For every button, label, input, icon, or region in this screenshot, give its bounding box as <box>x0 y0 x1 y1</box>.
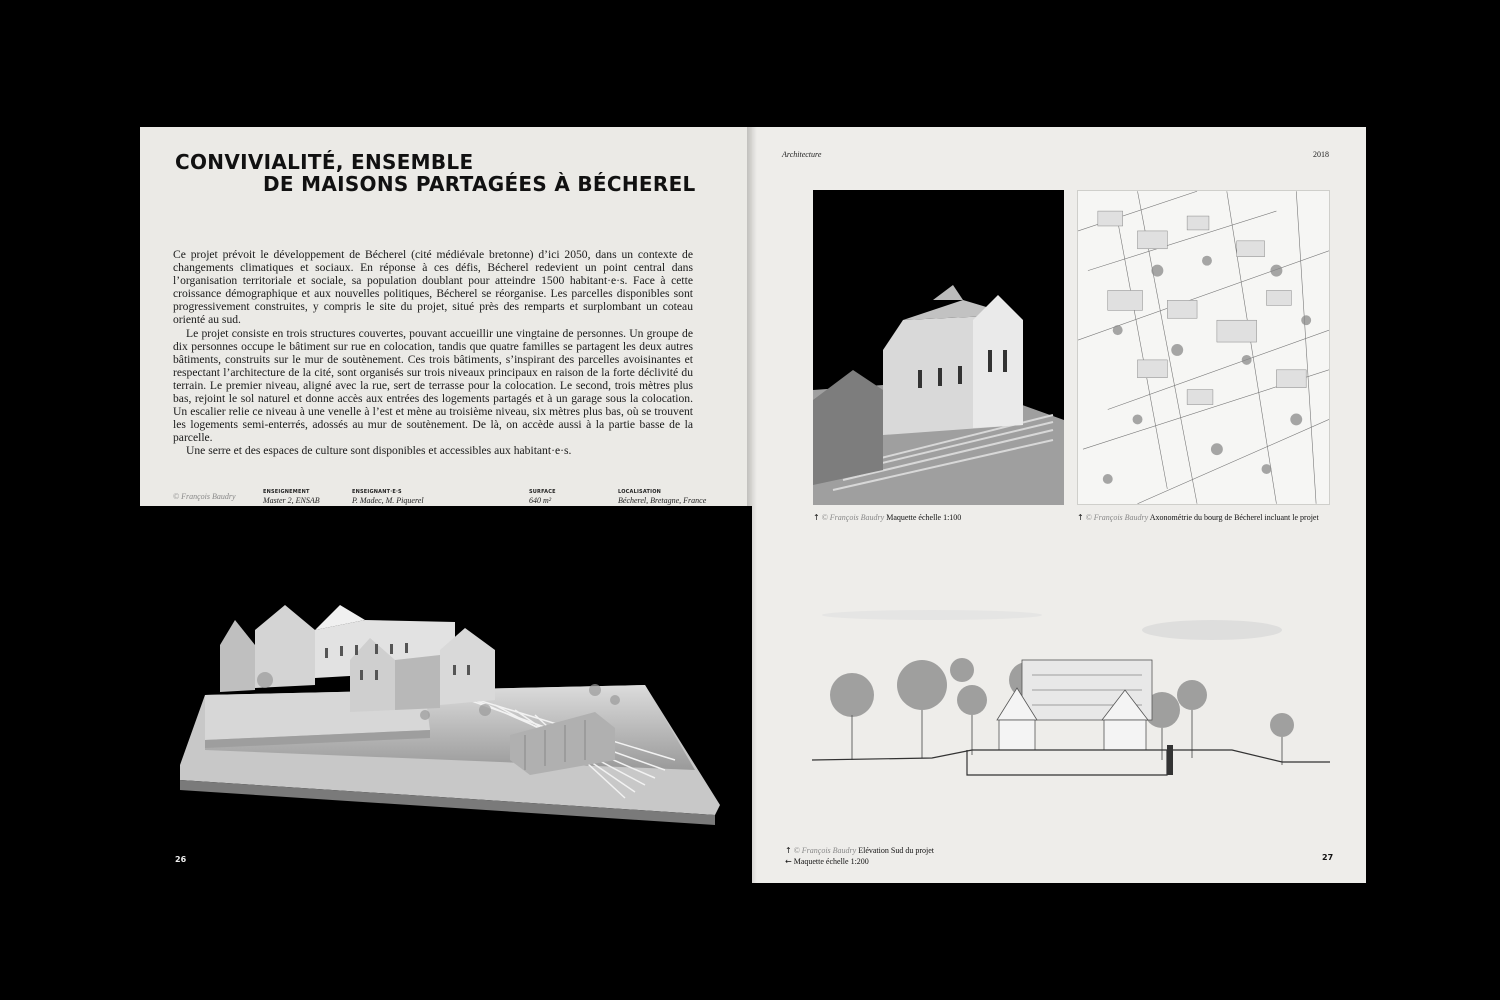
meta-localisation <box>618 488 706 505</box>
model-closeup-photo <box>813 190 1064 505</box>
caption-text: Maquette échelle 1:100 <box>886 513 962 522</box>
meta-key: SURFACE <box>529 489 556 495</box>
arrow-up-icon: ↑ <box>785 846 792 855</box>
meta-value: Master 2, ENSAB <box>263 496 320 505</box>
running-header-year: 2018 <box>1313 150 1329 159</box>
caption-large-model <box>785 857 869 866</box>
meta-enseignement <box>263 488 320 505</box>
south-elevation-drawing <box>812 600 1330 780</box>
arrow-up-icon: ↑ <box>813 513 820 522</box>
meta-key: ENSEIGNEMENT <box>263 489 310 495</box>
caption-model-photo <box>813 513 961 522</box>
caption-text: Axonométrie du bourg de Bécherel incluant le projet <box>1149 513 1319 522</box>
meta-key: LOCALISATION <box>618 489 662 495</box>
article-body <box>173 248 693 458</box>
caption-credit: © François Baudry <box>793 846 857 855</box>
meta-value: 640 m² <box>529 496 552 505</box>
meta-enseignants <box>352 488 424 505</box>
meta-key: ENSEIGNANT·E·S <box>352 489 402 495</box>
page-number-left: 26 <box>175 855 187 864</box>
body-paragraph-2: Le projet consiste en trois structures couvertes, pouvant accueillir une vingtaine de personnes. Un groupe de dix personnes occupe le bâtiment sur rue en colocation, tandis que quatre familles se partagent les deux autres bâtiments, construits sur le mur de soutènement. Ces trois bâtiments, s’inspirant des parcelles avoisinantes et respectant l’architecture de la cité, sont organisés sur trois niveaux principaux en raison de la forte déclivité du terrain. Le premier niveau, aligné avec la rue, sert de terrasse pour la colocation. Le second, trois mètres plus bas, rejoint le sol naturel et donne accès aux entrées des logements partagés et à un garage sous la colocation. Un escalier relie ce niveau à une venelle à l’est et mène au troisième niveau, six mètres plus bas, où se trouvent les logements semi-enterrés, adossés au mur de soutènement. De là, on accède aussi à la partie basse de la parcelle. <box>173 326 693 445</box>
caption-text: Elévation Sud du projet <box>858 846 934 855</box>
body-paragraph-3: Une serre et des espaces de culture sont disponibles et accessibles aux habitant·e·s. <box>186 444 572 458</box>
article-title-line-1: CONVIVIALITÉ, ENSEMBLE <box>175 150 474 174</box>
running-header-section: Architecture <box>782 150 822 159</box>
axonometric-drawing <box>1077 190 1330 505</box>
architectural-model-photo <box>175 600 720 830</box>
caption-credit: © François Baudry <box>1085 513 1149 522</box>
arrow-left-icon: ← <box>785 857 792 866</box>
photo-credit: © François Baudry <box>173 492 236 501</box>
caption-credit: © François Baudry <box>821 513 885 522</box>
meta-value: Bécherel, Bretagne, France <box>618 496 707 505</box>
arrow-up-icon: ↑ <box>1077 513 1084 522</box>
meta-value: P. Madec, M. Piquerel <box>352 496 424 505</box>
page-number-right: 27 <box>1322 853 1334 862</box>
body-paragraph-1: Ce projet prévoit le développement de Bécherel (cité médiévale bretonne) d’ici 2050, dans un contexte de changements climatiques et sociaux. En réponse à ces défis, Bécherel redevient un point central dans l’organisation territoriale et sociale, sa population doublant pour atteindre 1500 habitant·e·s. Face à cette croissance démographique et aux nouvelles politiques, Bécherel se réorganise. Les parcelles disponibles sont progressivement construites, y compris le site du projet, situé près des remparts et surplombant un coteau orienté au sud. <box>173 248 693 327</box>
caption-axonometric <box>1077 513 1319 522</box>
meta-surface <box>529 488 556 505</box>
caption-elevation <box>785 846 934 855</box>
caption-text: Maquette échelle 1:200 <box>793 857 869 866</box>
article-title-line-2: DE MAISONS PARTAGÉES À BÉCHEREL <box>263 172 696 196</box>
